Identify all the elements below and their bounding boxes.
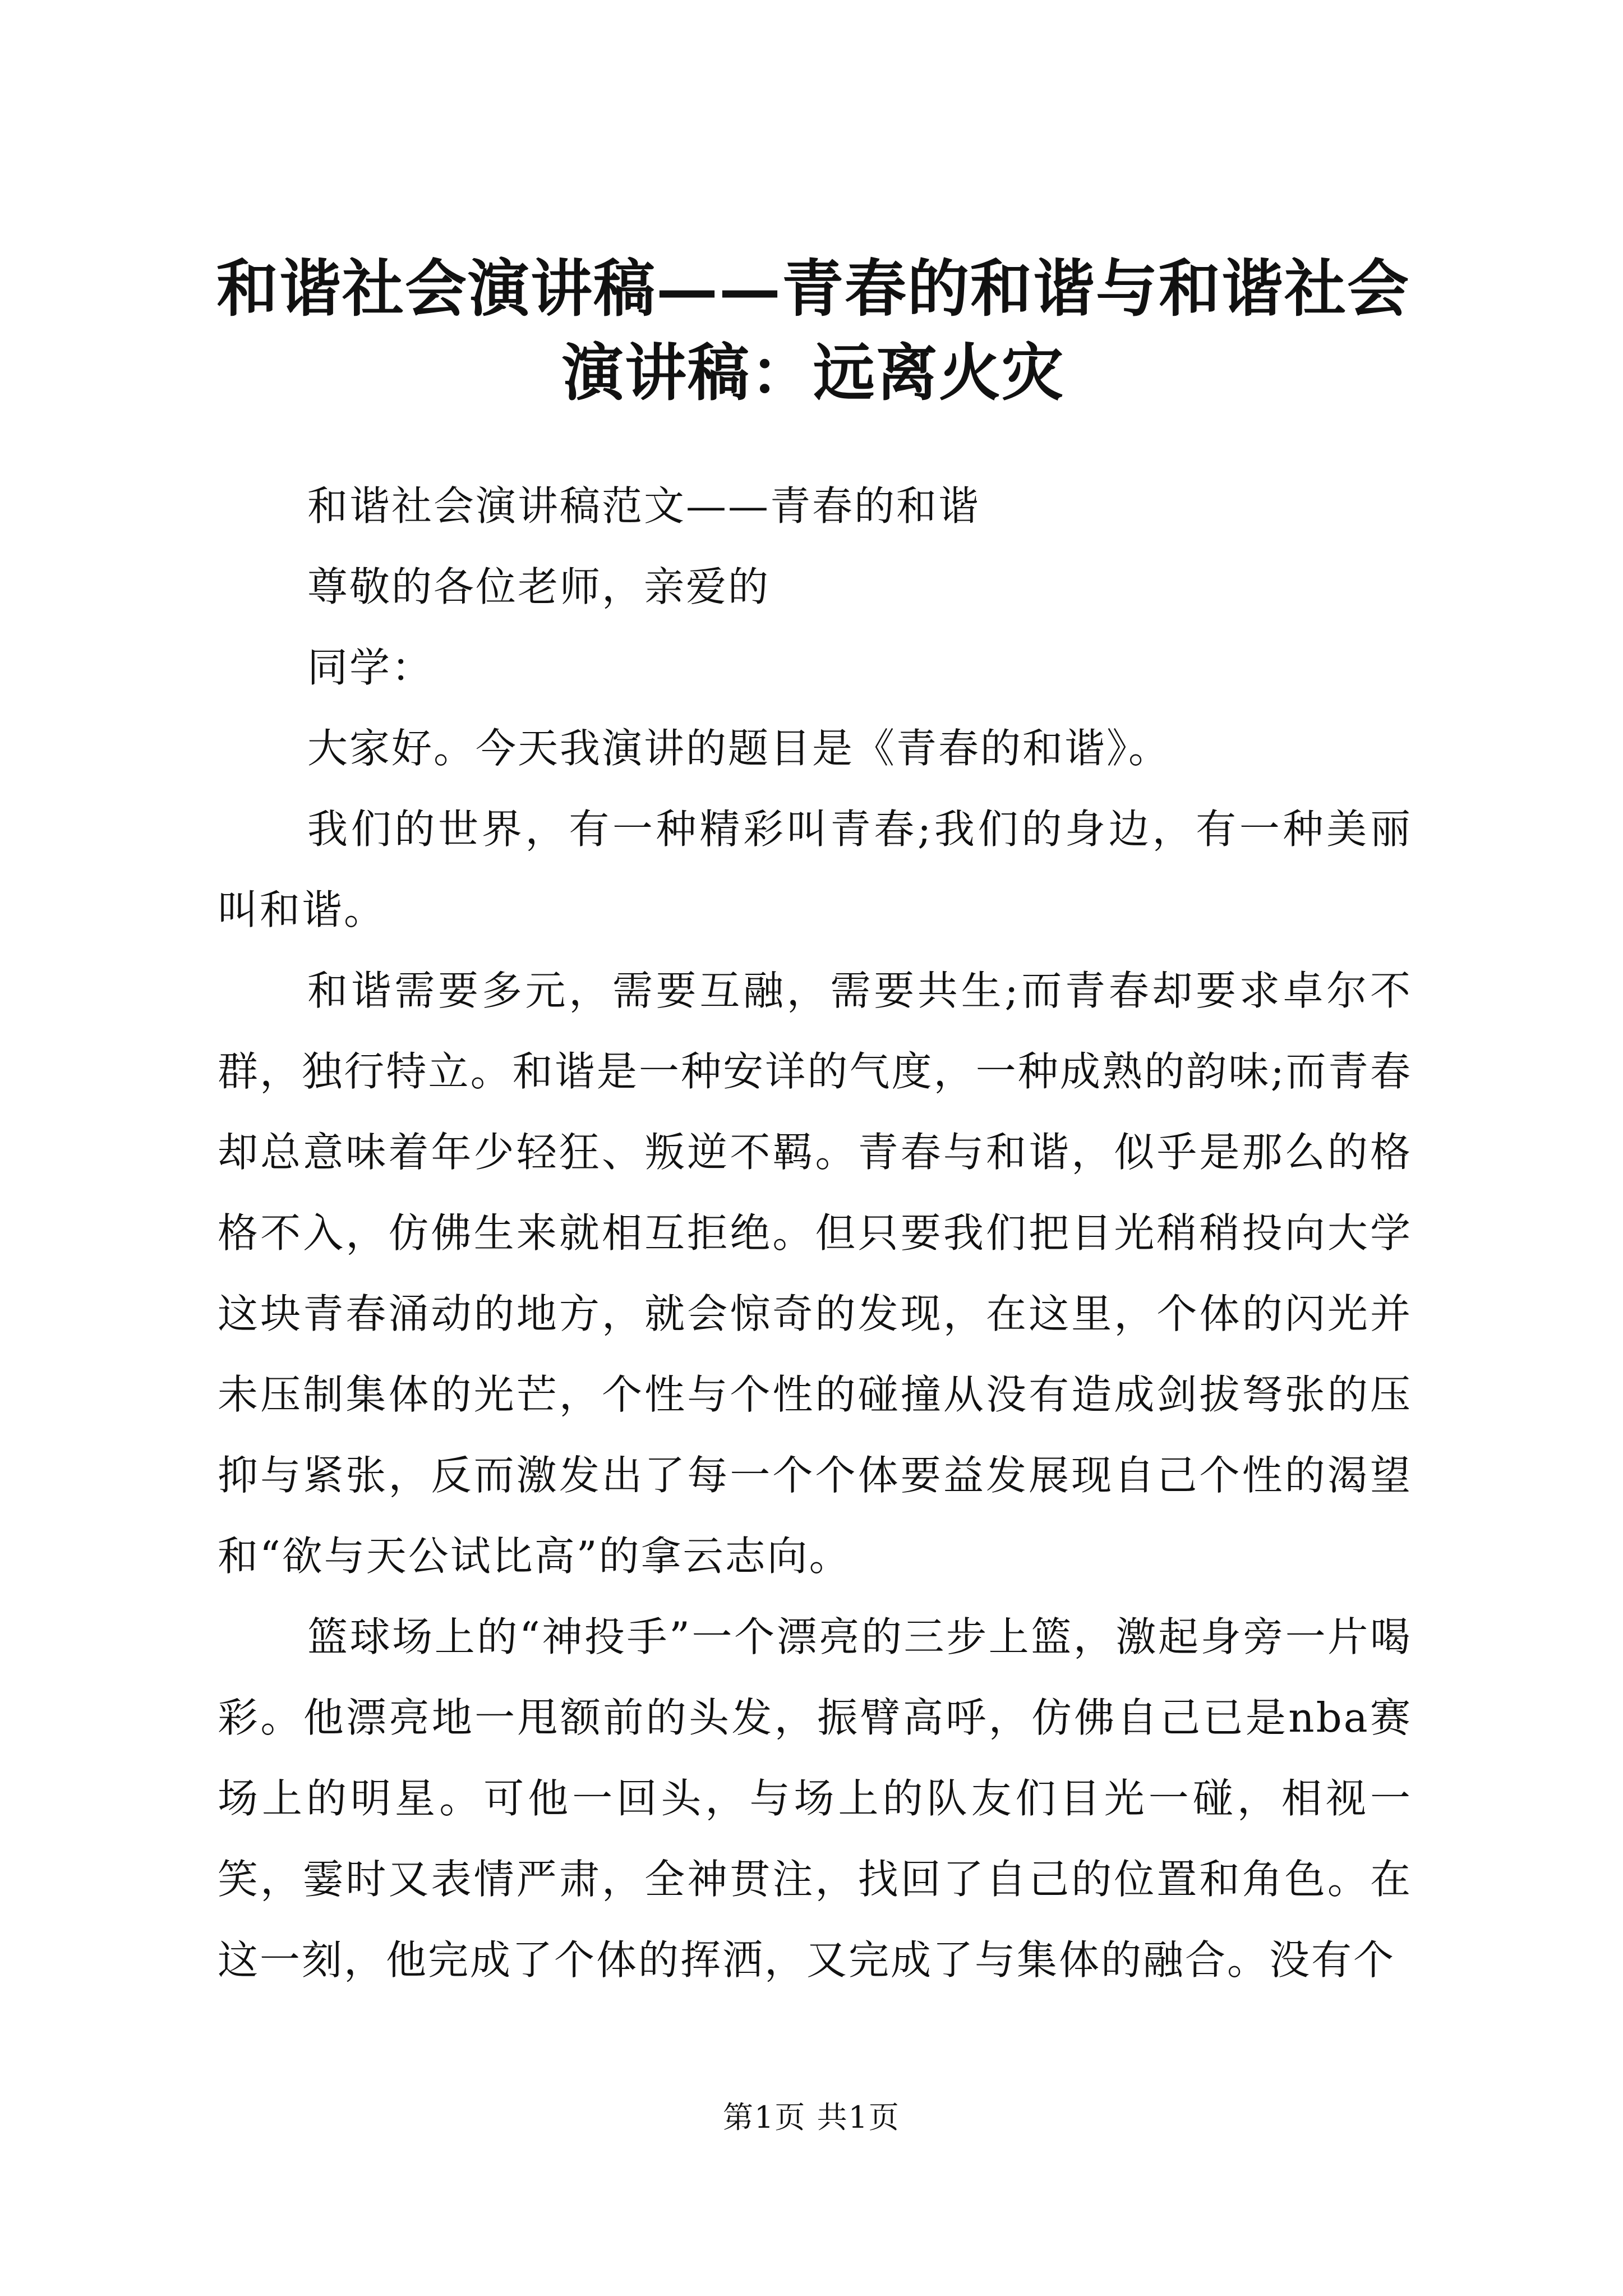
- paragraph-subtitle: 和谐社会演讲稿范文——青春的和谐: [307, 482, 981, 530]
- paragraph-greeting: 大家好。今天我演讲的题目是《青春的和谐》。: [307, 725, 1171, 772]
- paragraph-text: 我们的世界，有一种精彩叫青春;我们的身边，有一种美丽叫和谐。: [218, 806, 1412, 933]
- document-body: [218, 466, 1412, 2000]
- paragraph-text: 和谐需要多元，需要互融，需要共生;而青春却要求卓尔不群，独行特立。和谐是一种安详的气度，一种成熟的韵味;而青春却总意味着年少轻狂、叛逆不羁。青春与和谐，似乎是那么的格格不入，仿佛生来就相互拒绝。但只要我们把目光稍稍投向大学这块青春涌动的地方，就会惊奇的发现，在这里，个体的闪光并未压制集体的光芒，个性与个性的碰撞从没有造成剑拔弩张的压抑与紧张，反而激发出了每一个个体要益发展现自己个性的渴望和“欲与天公试比高”的拿云志向。: [218, 967, 1412, 1580]
- page-footer: 第1页 共1页: [723, 2100, 900, 2135]
- document-title: 和谐社会演讲稿——青春的和谐与和谐社会演讲稿：远离火灾: [216, 252, 1410, 409]
- paragraph-salutation-cont: 同学：: [307, 644, 434, 691]
- paragraph-salutation: 尊敬的各位老师，亲爱的: [307, 563, 771, 610]
- paragraph-text: 篮球场上的“神投手”一个漂亮的三步上篮，激起身旁一片喝彩。他漂亮地一甩额前的头发，振臂高呼，仿佛自己已是nba赛场上的明星。可他一回头，与场上的队友们目光一碰，相视一笑，霎时又表情严肃，全神贯注，找回了自己的位置和角色。在这一刻，他完成了个体的挥洒，又完成了与集体的融合。没有个: [218, 1613, 1412, 1984]
